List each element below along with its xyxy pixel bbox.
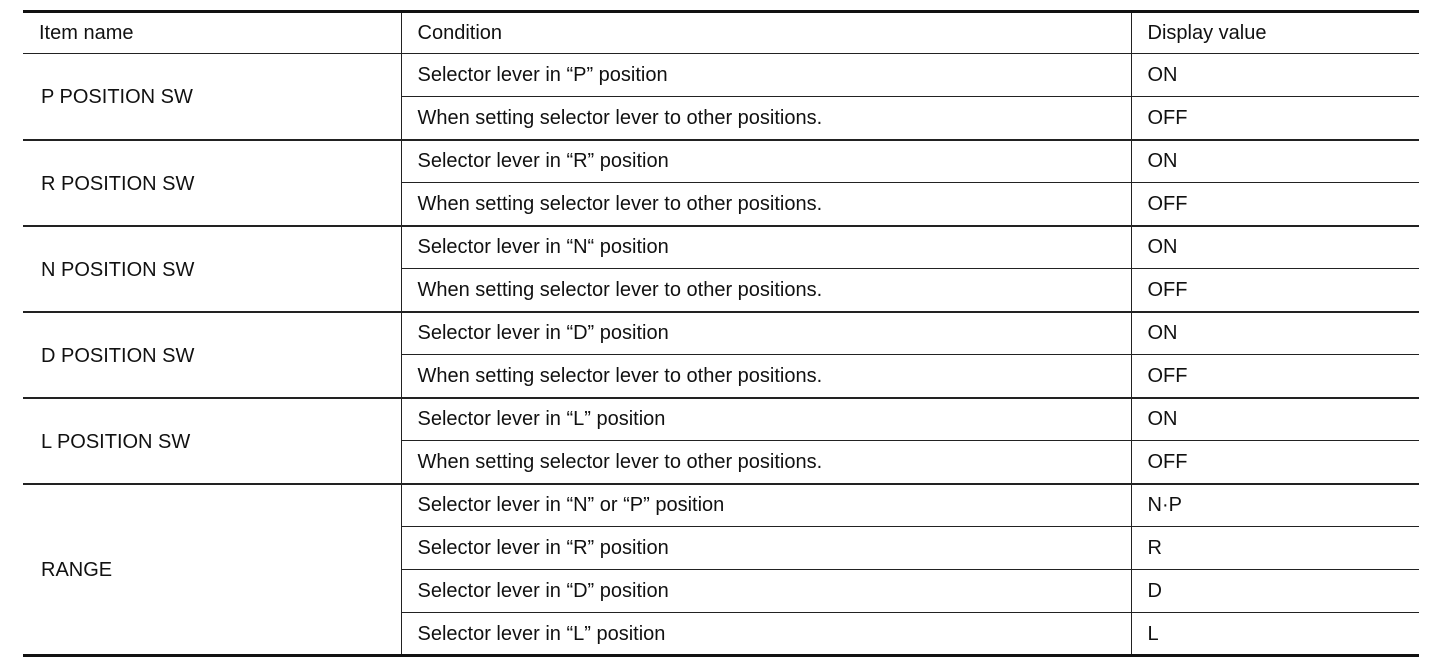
item-name-cell: P POSITION SW: [41, 86, 193, 109]
display-value-cell: L: [1131, 613, 1419, 656]
item-name-cell: RANGE: [23, 484, 401, 656]
display-value-cell: N·P: [1131, 484, 1419, 527]
table-row: [23, 484, 1419, 527]
display-value-cell: OFF: [1131, 355, 1419, 398]
header-display-value: Display value: [1131, 12, 1419, 54]
display-value-cell: ON: [1131, 140, 1419, 183]
item-name-cell: D POSITION SW: [23, 312, 401, 398]
condition-cell: When setting selector lever to other positions.: [401, 355, 1131, 398]
condition-cell: Selector lever in “R” position: [401, 527, 1131, 570]
table-row: [23, 312, 1419, 355]
item-name-cell: R POSITION SW: [23, 140, 401, 226]
condition-cell: Selector lever in “D” position: [401, 570, 1131, 613]
table-row: [23, 54, 1419, 97]
display-value-cell: ON: [1131, 312, 1419, 355]
condition-cell: Selector lever in “R” position: [401, 140, 1131, 183]
display-value-cell: ON: [1131, 226, 1419, 269]
item-name-cell: N POSITION SW: [23, 226, 401, 312]
table-row: [23, 140, 1419, 183]
display-value-cell: OFF: [1131, 183, 1419, 226]
condition-cell: Selector lever in “N” or “P” position: [401, 484, 1131, 527]
display-value-cell: OFF: [1131, 441, 1419, 484]
display-value-cell: R: [1131, 527, 1419, 570]
table-row: [23, 398, 1419, 441]
condition-cell: Selector lever in “L” position: [401, 613, 1131, 656]
header-condition: Condition: [401, 12, 1131, 54]
display-value-cell: ON: [1131, 398, 1419, 441]
condition-cell: Selector lever in “N“ position: [401, 226, 1131, 269]
header-item-name: Item name: [23, 12, 401, 54]
header-row: [23, 12, 1419, 54]
condition-cell: When setting selector lever to other positions.: [401, 97, 1131, 140]
condition-cell: When setting selector lever to other positions.: [401, 183, 1131, 226]
display-value-cell: OFF: [1131, 269, 1419, 312]
item-condition-table: [23, 10, 1419, 657]
condition-cell: Selector lever in “P” position: [401, 54, 1131, 97]
table-body: [23, 54, 1419, 656]
item-name-cell: L POSITION SW: [23, 398, 401, 484]
table-row: [23, 226, 1419, 269]
display-value-cell: D: [1131, 570, 1419, 613]
table-header: [23, 12, 1419, 54]
condition-cell: When setting selector lever to other positions.: [401, 441, 1131, 484]
data-table-container: [23, 10, 1419, 657]
condition-cell: Selector lever in “L” position: [401, 398, 1131, 441]
display-value-cell: ON: [1131, 54, 1419, 97]
condition-cell: Selector lever in “D” position: [401, 312, 1131, 355]
display-value-cell: OFF: [1131, 97, 1419, 140]
condition-cell: When setting selector lever to other positions.: [401, 269, 1131, 312]
